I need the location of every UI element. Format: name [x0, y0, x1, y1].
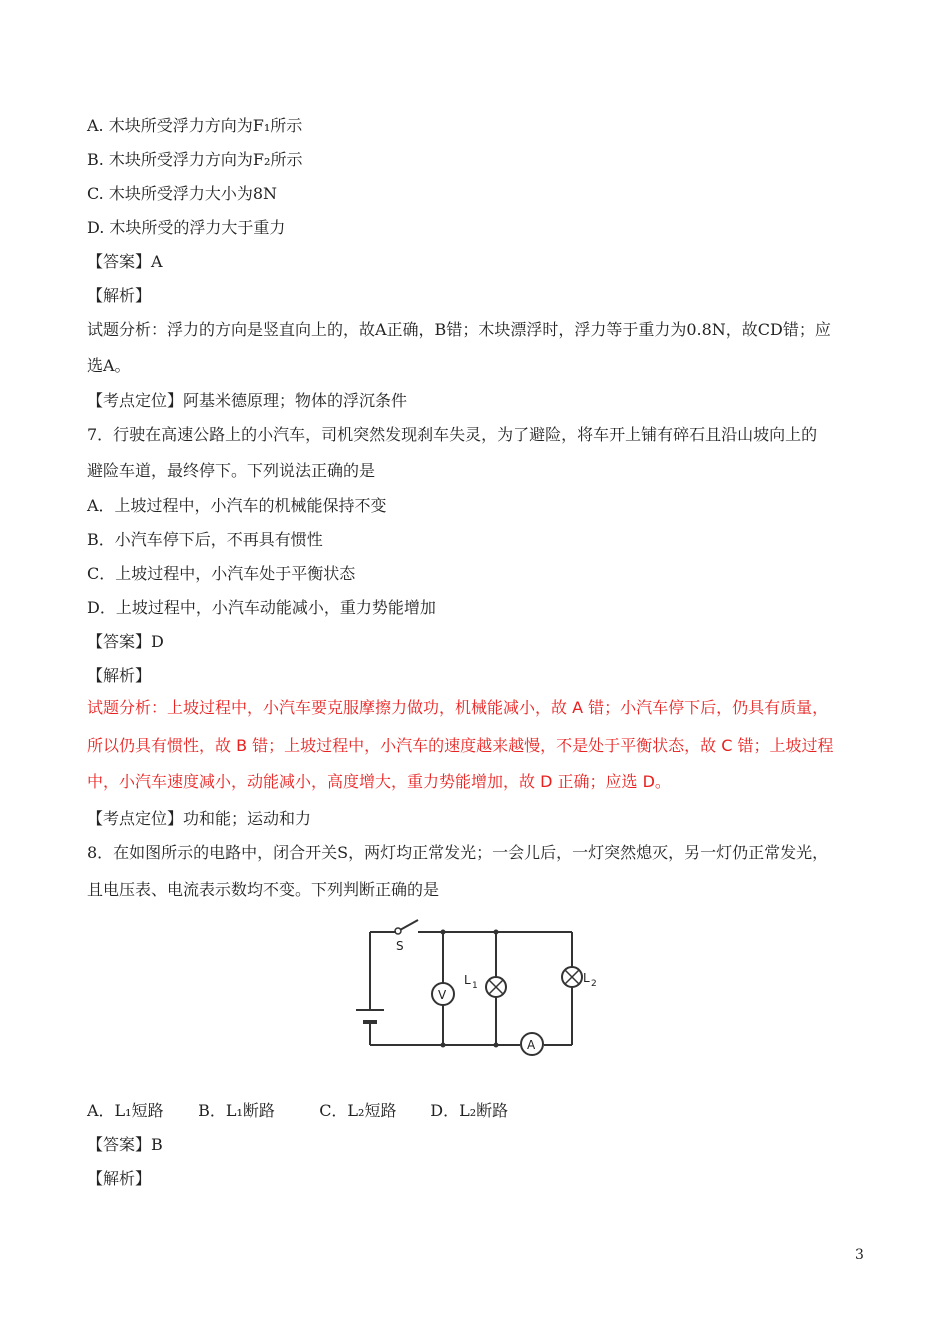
- q6-option-a: A. 木块所受浮力方向为F₁所示: [87, 116, 303, 135]
- q6-analysis-line-2: 选A。: [87, 356, 131, 375]
- q8-stem-line-2: 且电压表、电流表示数均不变。下列判断正确的是: [87, 880, 440, 899]
- q6-topic: 【考点定位】阿基米德原理；物体的浮沉条件: [87, 391, 408, 410]
- q7-option-d: D．上坡过程中，小汽车动能减小，重力势能增加: [87, 598, 436, 617]
- q7-analysis-label: 【解析】: [87, 666, 152, 685]
- circuit-diagram: [350, 920, 597, 1052]
- voltmeter-label: V: [438, 988, 447, 1002]
- q7-answer: 【答案】D: [87, 632, 164, 651]
- q8-stem-line-1: 8．在如图所示的电路中，闭合开关S，两灯均正常发光；一会儿后，一灯突然熄灭，另一灯仍正常发光，: [87, 843, 829, 862]
- lamp1-sub: 1: [472, 981, 478, 991]
- q6-option-d: D. 木块所受的浮力大于重力: [87, 218, 286, 237]
- q7-analysis-line-2: 所以仍具有惯性，故 B 错；上坡过程中，小汽车的速度越来越慢，不是处于平衡状态，故 C 错；上坡过程: [87, 736, 834, 755]
- lamp2-label: L: [583, 971, 590, 985]
- q7-option-b: B．小汽车停下后，不再具有惯性: [87, 530, 323, 549]
- q6-option-c: C. 木块所受浮力大小为8N: [87, 184, 278, 203]
- q8-option-d: D．L₂断路: [430, 1101, 509, 1120]
- q7-analysis-line-3: 中，小汽车速度减小，动能减小，高度增大，重力势能增加，故 D 正确；应选 D。: [87, 772, 671, 791]
- page-number: 3: [855, 1247, 864, 1263]
- q8-option-a: A．L₁短路: [87, 1101, 164, 1120]
- q7-option-a: A．上坡过程中，小汽车的机械能保持不变: [87, 496, 387, 515]
- q7-analysis-line-1: 试题分析：上坡过程中，小汽车要克服摩擦力做功，机械能减小，故 A 错；小汽车停下后，仍具有质量，: [87, 698, 829, 717]
- q8-option-c: C．L₂短路: [319, 1101, 397, 1120]
- q7-stem-line-2: 避险车道，最终停下。下列说法正确的是: [87, 461, 376, 480]
- q8-analysis-label: 【解析】: [87, 1169, 152, 1188]
- q7-option-c: C．上坡过程中，小汽车处于平衡状态: [87, 564, 356, 583]
- switch-label: S: [396, 939, 404, 953]
- q8-option-b: B．L₁断路: [198, 1101, 275, 1120]
- q7-topic: 【考点定位】功和能；运动和力: [87, 809, 312, 828]
- ammeter-label: A: [527, 1038, 536, 1052]
- q6-analysis-label: 【解析】: [87, 286, 152, 305]
- q7-stem-line-1: 7．行驶在高速公路上的小汽车，司机突然发现刹车失灵，为了避险，将车开上铺有碎石且沿山坡向上的: [87, 425, 818, 444]
- lamp2-sub: 2: [591, 979, 597, 989]
- q6-option-b: B. 木块所受浮力方向为F₂所示: [87, 150, 303, 169]
- q8-answer: 【答案】B: [87, 1135, 163, 1154]
- q6-analysis-line-1: 试题分析：浮力的方向是竖直向上的，故A正确，B错；木块漂浮时，浮力等于重力为0.8N，故CD错；应: [87, 320, 831, 339]
- q6-answer: 【答案】A: [87, 252, 163, 271]
- lamp1-label: L: [464, 973, 471, 987]
- q8-options: [87, 1101, 508, 1121]
